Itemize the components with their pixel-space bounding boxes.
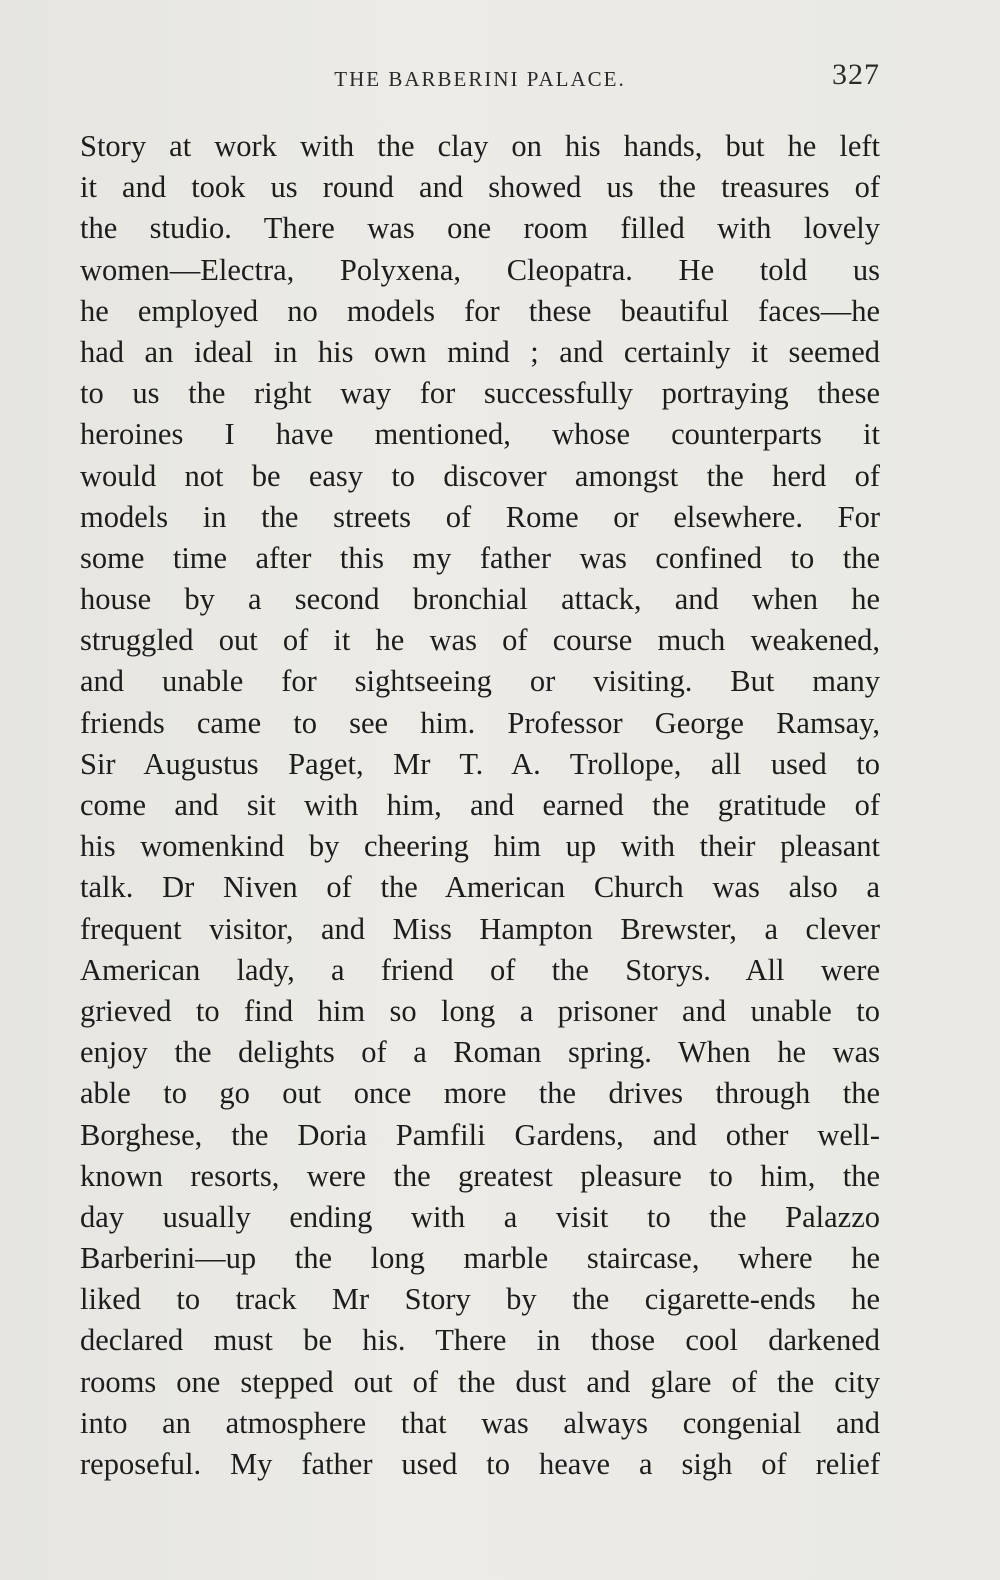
text-line: some time after this my father was confined to the	[80, 540, 880, 575]
text-line: would not be easy to discover amongst the herd of	[80, 458, 880, 493]
text-line: frequent visitor, and Miss Hampton Brewster, a clever	[80, 911, 880, 946]
text-line: heroines I have mentioned, whose counterparts it	[80, 417, 880, 452]
text-line: grieved to find him so long a prisoner and unable to	[80, 993, 880, 1028]
text-line: had an ideal in his own mind ; and certainly it seemed	[80, 334, 880, 369]
text-line: declared must be his. There in those cool darkened	[80, 1323, 880, 1358]
text-line: struggled out of it he was of course much weakened,	[80, 623, 880, 658]
text-line: Barberini—up the long marble staircase, where he	[80, 1241, 880, 1276]
text-line: Borghese, the Doria Pamfili Gardens, and other well-	[80, 1117, 880, 1152]
text-line: able to go out once more the drives through the	[80, 1076, 880, 1111]
text-line: the studio. There was one room filled with lovely	[80, 211, 880, 246]
text-line: it and took us round and showed us the treasures of	[80, 170, 880, 205]
text-line: come and sit with him, and earned the gratitude of	[80, 788, 880, 822]
text-line: known resorts, were the greatest pleasure to him, the	[80, 1158, 880, 1193]
text-line: day usually ending with a visit to the Palazzo	[80, 1199, 880, 1234]
text-line: American lady, a friend of the Storys. All were	[80, 952, 880, 987]
text-line: to us the right way for successfully portraying these	[80, 376, 880, 411]
text-line: he employed no models for these beautiful faces—he	[80, 293, 880, 328]
text-line: Story at work with the clay on his hands, but he left	[80, 129, 880, 163]
text-line: friends came to see him. Professor George Ramsay,	[80, 705, 880, 740]
text-line: talk. Dr Niven of the American Church was also a	[80, 870, 880, 905]
body-text	[80, 126, 880, 1485]
text-line: and unable for sightseeing or visiting. But many	[80, 664, 880, 699]
text-line: reposeful. My father used to heave a sigh of relief	[80, 1447, 880, 1481]
text-line: models in the streets of Rome or elsewhere. For	[80, 499, 880, 534]
text-line: rooms one stepped out of the dust and glare of the city	[80, 1364, 880, 1399]
text-line: women—Electra, Polyxena, Cleopatra. He told us	[80, 252, 880, 287]
running-head	[80, 58, 880, 96]
page-number: 327	[832, 58, 880, 91]
text-line: Sir Augustus Paget, Mr T. A. Trollope, all used to	[80, 746, 880, 781]
text-line: house by a second bronchial attack, and when he	[80, 582, 880, 617]
text-line: enjoy the delights of a Roman spring. When he was	[80, 1035, 880, 1070]
text-line: his womenkind by cheering him up with their pleasant	[80, 829, 880, 864]
text-line: liked to track Mr Story by the cigarette-ends he	[80, 1282, 880, 1317]
text-line: into an atmosphere that was always congenial and	[80, 1405, 880, 1440]
running-head-title: THE BARBERINI PALACE.	[334, 67, 626, 91]
